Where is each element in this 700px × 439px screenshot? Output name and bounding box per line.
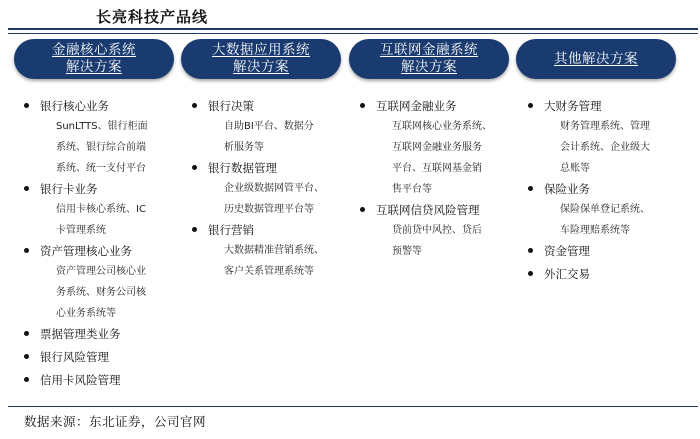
bullet-icon — [360, 207, 365, 212]
item-heading — [22, 241, 148, 261]
bottom-rule — [8, 406, 698, 407]
column-2 — [190, 96, 324, 282]
bullet-icon — [528, 271, 533, 276]
item-description: 保险保单登记系统、 — [560, 204, 650, 215]
item-label: 银行卡业务 — [40, 182, 98, 196]
item-description: 贷前贷中风控、贷后 — [392, 225, 482, 236]
item-description: 自助BI平台、数据分 — [224, 121, 314, 132]
column-3 — [358, 96, 492, 262]
item-heading — [526, 241, 650, 261]
item-label: 大财务管理 — [544, 99, 602, 113]
item-description: 析服务等 — [224, 142, 264, 153]
bullet-icon — [24, 354, 29, 359]
bullet-icon — [24, 248, 29, 253]
item-description: 资产管理公司核心业 — [56, 266, 146, 277]
bullet-icon — [528, 186, 533, 191]
top-rule — [8, 28, 698, 30]
bullet-icon — [528, 248, 533, 253]
column-header-line: 金融核心系统 — [52, 42, 136, 58]
item-heading — [190, 158, 324, 178]
column-header-line: 解决方案 — [401, 59, 457, 75]
item-description: 车险理赔系统等 — [560, 225, 630, 236]
item-heading — [358, 200, 492, 220]
list-item — [526, 179, 650, 241]
list-item — [22, 347, 148, 367]
column-header-1 — [14, 39, 174, 79]
item-description: 平台、互联网基金销 — [392, 163, 482, 174]
column-header-2 — [181, 39, 341, 79]
column-header-4 — [516, 39, 676, 79]
item-heading — [526, 264, 650, 284]
list-item — [190, 220, 324, 282]
bullet-icon — [192, 165, 197, 170]
column-4 — [526, 96, 650, 287]
item-description: 客户关系管理系统等 — [224, 266, 314, 277]
column-header-line: 互联网金融系统 — [380, 42, 478, 58]
item-description: 卡管理系统 — [56, 225, 106, 236]
item-description: 务系统、财务公司核 — [56, 287, 146, 298]
item-description: 大数据精准营销系统、 — [224, 245, 324, 256]
bullet-icon — [24, 377, 29, 382]
item-heading — [22, 179, 148, 199]
column-header-line: 解决方案 — [66, 59, 122, 75]
source-note: 数据来源：东北证券，公司官网 — [24, 414, 207, 429]
item-description: 财务管理系统、管理 — [560, 121, 650, 132]
item-label: 资产管理核心业务 — [40, 244, 132, 258]
item-description: 互联网核心业务系统、 — [392, 121, 492, 132]
bullet-icon — [24, 103, 29, 108]
item-description: 信用卡核心系统、IC — [56, 204, 146, 215]
column-header-line: 解决方案 — [233, 59, 289, 75]
column-header-3 — [349, 39, 509, 79]
item-heading — [22, 347, 148, 367]
item-label: 票据管理类业务 — [40, 327, 121, 341]
bullet-icon — [24, 331, 29, 336]
item-heading — [526, 96, 650, 116]
item-description: 企业级数据网管平台、 — [224, 183, 324, 194]
item-label: 互联网金融业务 — [376, 99, 457, 113]
column-header-line: 其他解决方案 — [554, 50, 638, 67]
item-label: 互联网信贷风险管理 — [376, 203, 480, 217]
item-description: 会计系统、企业级大 — [560, 142, 650, 153]
bullet-icon — [360, 103, 365, 108]
item-label: 银行营销 — [208, 223, 254, 237]
list-item — [358, 96, 492, 200]
column-1 — [22, 96, 148, 393]
item-heading — [22, 370, 148, 390]
list-item — [22, 241, 148, 324]
item-description: 历史数据管理平台等 — [224, 204, 314, 215]
item-description: 互联网金融业务服务 — [392, 142, 482, 153]
item-heading — [190, 96, 324, 116]
item-heading — [22, 96, 148, 116]
list-item — [190, 158, 324, 220]
item-label: 保险业务 — [544, 182, 590, 196]
list-item — [22, 324, 148, 344]
item-description: 总账等 — [560, 163, 590, 174]
bullet-icon — [24, 186, 29, 191]
item-description: 心业务系统等 — [56, 308, 116, 319]
list-item — [526, 241, 650, 261]
list-item — [22, 179, 148, 241]
page-title: 长亮科技产品线 — [96, 8, 209, 26]
item-description: 售平台等 — [392, 184, 432, 195]
item-description: SunLTTS、银行柜面 — [56, 121, 148, 132]
list-item — [22, 96, 148, 179]
bullet-icon — [528, 103, 533, 108]
column-header-line: 大数据应用系统 — [212, 42, 310, 58]
list-item — [22, 370, 148, 390]
item-label: 资金管理 — [544, 244, 590, 258]
list-item — [358, 200, 492, 262]
item-heading — [190, 220, 324, 240]
item-label: 银行风险管理 — [40, 350, 109, 364]
item-heading — [22, 324, 148, 344]
item-label: 银行数据管理 — [208, 161, 277, 175]
item-description: 系统、银行综合前端 — [56, 142, 146, 153]
top-rule-thin — [8, 33, 698, 34]
item-description: 系统、统一支付平台 — [56, 163, 146, 174]
bullet-icon — [192, 103, 197, 108]
item-heading — [358, 96, 492, 116]
item-label: 银行决策 — [208, 99, 254, 113]
list-item — [526, 264, 650, 284]
item-label: 信用卡风险管理 — [40, 373, 121, 387]
item-label: 外汇交易 — [544, 267, 590, 281]
list-item — [190, 96, 324, 158]
item-description: 预警等 — [392, 246, 422, 257]
item-label: 银行核心业务 — [40, 99, 109, 113]
list-item — [526, 96, 650, 179]
bullet-icon — [192, 227, 197, 232]
item-heading — [526, 179, 650, 199]
